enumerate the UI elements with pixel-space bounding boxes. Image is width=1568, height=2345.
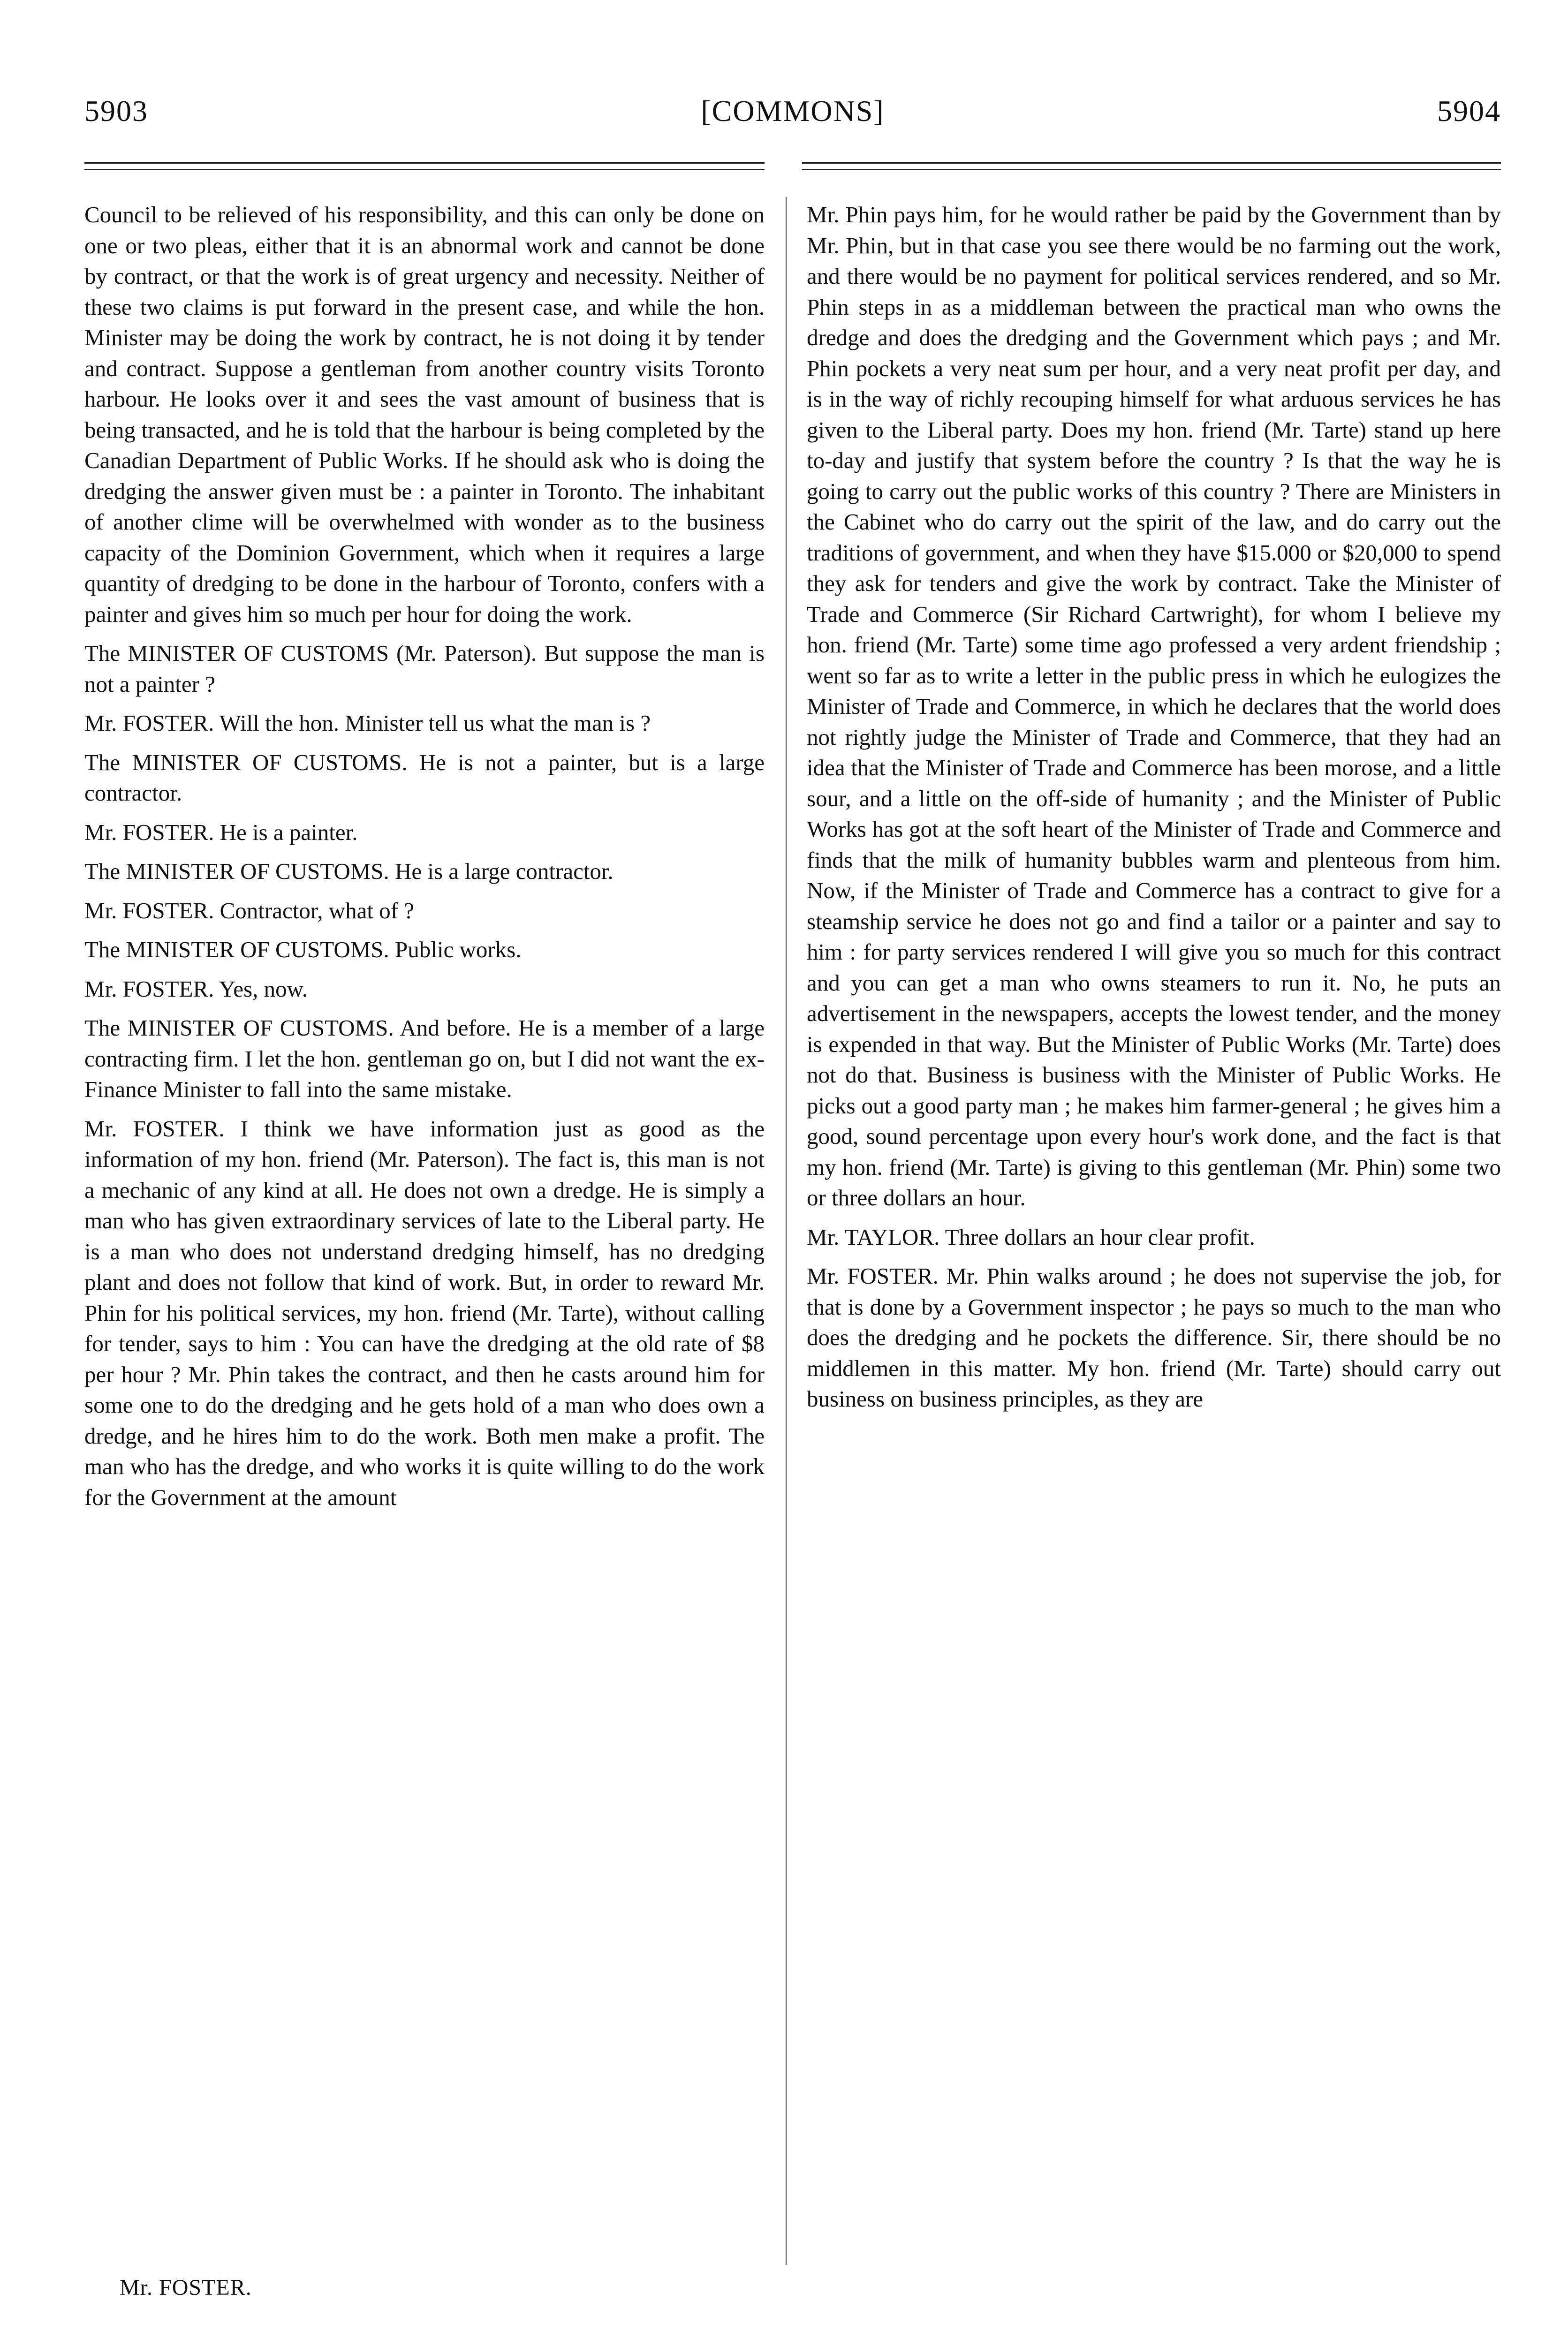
paragraph: Mr. FOSTER. Will the hon. Minister tell us what the man is ? [84,710,651,736]
paragraph: Mr. TAYLOR. Three dollars an hour clear profit. [807,1224,1255,1250]
header-rule-right [802,162,1501,164]
left-column [84,199,765,1521]
header-rule-left [84,162,765,164]
page-number-right: 5904 [1437,94,1501,128]
page-title: [COMMONS] [701,94,885,128]
header-rule-left-thin [84,169,765,170]
paragraph: Mr. FOSTER. Yes, now. [84,976,308,1002]
paragraph: Mr. Phin pays him, for he would rather be paid by the Government than by Mr. Phin, but in that case you see there would be no farming out the work, and there would be no payment for political services rendered, and so Mr. Phin steps in as a middleman between the practical man who owns the dredge and does the dredging and the Government which pays ; and Mr. Phin pockets a very neat sum per hour, and a very neat profit per day, and is in the way of richly recouping himself for what arduous services he has given to the Liberal party. Does my hon. friend (Mr. Tarte) stand up here to-day and justify that system before the country ? Is that the way he is going to carry out the public works of this country ? There are Ministers in the Cabinet who do carry out the spirit of the law, and do carry out the traditions of government, and when they have $15.000 or $20,000 to spend they ask for tenders and give the work by contract. Take the Minister of Trade and Commerce (Sir Richard Cartwright), for whom I believe my hon. friend (Mr. Tarte) some time ago professed a very ardent friendship ; went so far as to write a letter in the public press in which he eulogizes the Minister of Trade and Commerce, in which he declares that the world does not rightly judge the Minister of Trade and Commerce, that they had an idea that the Minister of Trade and Commerce has been morose, and a little sour, and a little on the off-side of humanity ; and the Minister of Public Works has got at the soft heart of the Minister of Trade and Commerce and finds that the milk of humanity bubbles warm and plenteous from him. Now, if the Minister of Trade and Commerce has a contract to give for a steamship service he does not go and find a tailor or a painter and say to him : for party services rendered I will give you so much for this contract and you can get a man who owns steamers to run it. No, he puts an advertisement in the newspapers, accepts the lowest tender, and the money is expended in that way. But the Minister of Public Works (Mr. Tarte) does not do that. Business is business with the Minister of Public Works. He picks out a good party man ; he makes him farmer-general ; he gives him a good, sound percentage upon every hour's work done, and the fact is that my hon. friend (Mr. Tarte) is giving to this gentleman (Mr. Phin) some two or three dollars an hour. [807,202,1501,1210]
header-rule-right-thin [802,169,1501,170]
paragraph: The MINISTER OF CUSTOMS. He is not a painter, but is a large contractor. [84,749,765,806]
paragraph: The MINISTER OF CUSTOMS. Public works. [84,937,522,962]
footer-speaker: Mr. FOSTER. [120,2275,252,2300]
paragraph: The MINISTER OF CUSTOMS. He is a large contractor. [84,858,614,884]
paragraph: Council to be relieved of his responsibility, and this can only be done on one or two pleas, either that it is an abnormal work and cannot be done by contract, or that the work is of great urgency and necessity. Neither of these two claims is put forward in the present case, and while the hon. Minister may be doing the work by contract, he is not doing it by tender and contract. Suppose a gentleman from another country visits Toronto harbour. He looks over it and sees the vast amount of business that is being transacted, and he is told that the harbour is being completed by the Canadian Department of Public Works. If he should ask who is doing the dredging the answer given must be : a painter in Toronto. The inhabitant of another clime will be overwhelmed with wonder as to the business capacity of the Dominion Government, which when it requires a large quantity of dredging to be done in the harbour of Toronto, confers with a painter and gives him so much per hour for doing the work. [84,202,765,627]
right-column [807,199,1501,1423]
paragraph: Mr. FOSTER. I think we have information just as good as the information of my hon. friend (Mr. Paterson). The fact is, this man is not a mechanic of any kind at all. He does not own a dredge. He is simply a man who has given extraordinary services of late to the Liberal party. He is a man who does not understand dredging himself, has no dredging plant and does not follow that kind of work. But, in order to reward Mr. Phin for his political services, my hon. friend (Mr. Tarte), without calling for tender, says to him : You can have the dredging at the old rate of $8 per hour ? Mr. Phin takes the contract, and then he casts around him for some one to do the dredging and he gets hold of a man who does own a dredge, and he hires him to do the work. Both men make a profit. The man who has the dredge, and who works it is quite willing to do the work for the Government at the amount [84,1115,765,1510]
paragraph: Mr. FOSTER. Mr. Phin walks around ; he does not supervise the job, for that is done by a Government inspector ; he pays so much to the man who does the dredging and he pockets the difference. Sir, there should be no middlemen in this matter. My hon. friend (Mr. Tarte) should carry out business on business principles, as they are [807,1263,1501,1412]
paragraph: Mr. FOSTER. Contractor, what of ? [84,897,415,923]
paragraph: The MINISTER OF CUSTOMS. And before. He is a member of a large contracting firm. I let the hon. gentleman go on, but I did not want the ex-Finance Minister to fall into the same mistake. [84,1015,765,1102]
page-number-left: 5903 [84,94,148,128]
column-divider [786,197,787,2265]
paragraph: Mr. FOSTER. He is a painter. [84,819,358,845]
running-head [84,94,1501,136]
paragraph: The MINISTER OF CUSTOMS (Mr. Paterson). But suppose the man is not a painter ? [84,640,765,697]
